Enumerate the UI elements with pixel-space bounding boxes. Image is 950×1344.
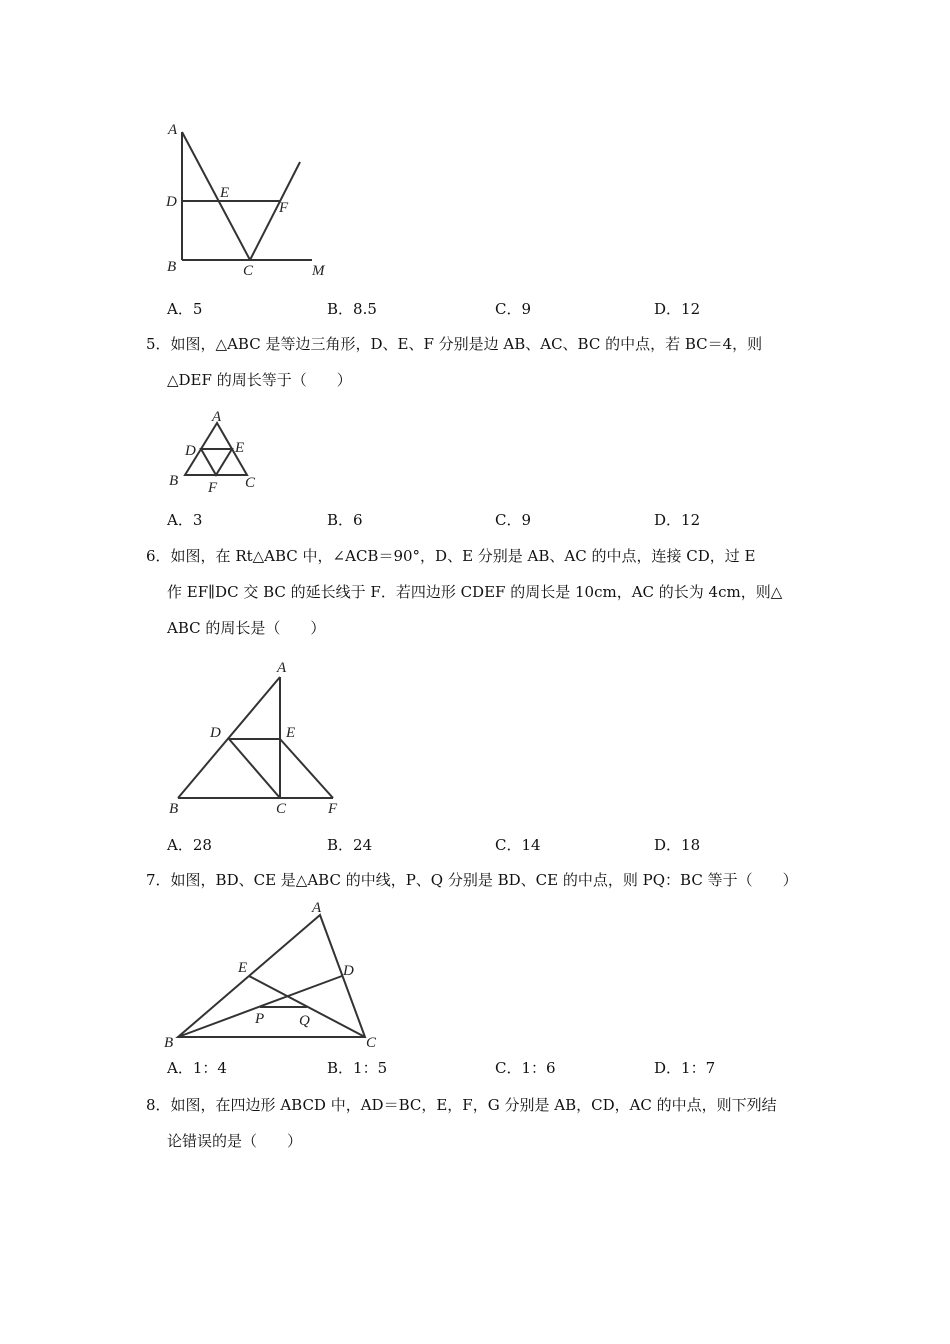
q4-choice-d: D．12: [654, 300, 701, 318]
q4-choice-c: C．9: [495, 300, 532, 318]
label-a: A: [312, 900, 322, 916]
q4-choice-a: A．5: [167, 300, 203, 318]
label-c: C: [276, 801, 287, 817]
label-e: E: [286, 725, 296, 741]
label-f: F: [328, 801, 338, 817]
label-d: D: [343, 963, 354, 979]
q7-text-line1: 如图，BD、CE 是△ABC 的中线，P、Q 分别是 BD、CE 的中点，则 PQ：BC 等于（ ）: [170, 871, 798, 889]
label-f: F: [279, 200, 289, 216]
triangle-def: [201, 449, 232, 475]
label-m: M: [312, 263, 325, 279]
q5-text-line2: △DEF 的周长等于（ ）: [167, 371, 352, 389]
label-c: C: [366, 1035, 377, 1051]
label-d: D: [210, 725, 221, 741]
q5-choice-d: D．12: [654, 511, 701, 529]
question-5: [146, 326, 814, 398]
q8-text-line2: 论错误的是（ ）: [167, 1132, 303, 1150]
label-p: P: [255, 1011, 265, 1027]
label-b: B: [169, 473, 179, 489]
question-6: [146, 538, 814, 646]
label-a: A: [212, 409, 222, 425]
segment-ac: [182, 132, 250, 260]
label-a: A: [168, 122, 178, 138]
q6-choice-c: C．14: [495, 836, 541, 854]
q8-text-line1: 如图，在四边形 ABCD 中，AD＝BC，E，F，G 分别是 AB，CD，AC 的中点，则下列结: [170, 1096, 777, 1114]
q6-number: 6．: [146, 547, 171, 565]
q7-choices: [167, 1057, 807, 1079]
q5-text-line1: 如图，△ABC 是等边三角形，D、E、F 分别是边 AB、AC、BC 的中点，若 BC＝4，则: [170, 335, 763, 353]
label-a: A: [277, 660, 287, 676]
q6-choice-b: B．24: [327, 836, 373, 854]
q7-choice-c: C．1：6: [495, 1059, 556, 1077]
question-7: [146, 862, 814, 898]
label-e: E: [238, 960, 248, 976]
segment-ef: [280, 739, 333, 798]
label-d: D: [166, 194, 177, 210]
q4-choices: [167, 298, 807, 320]
label-c: C: [245, 475, 256, 491]
segment-cf-ray: [250, 162, 300, 260]
label-f: F: [208, 480, 218, 496]
q6-choice-d: D．18: [654, 836, 701, 854]
q7-number: 7．: [146, 871, 171, 889]
q8-number: 8．: [146, 1096, 171, 1114]
figure-q6: [165, 655, 355, 820]
q6-text-line1: 如图，在 Rt△ABC 中，∠ACB＝90°，D、E 分别是 AB、AC 的中点，连接 CD，过 E: [170, 547, 756, 565]
label-b: B: [169, 801, 179, 817]
q4-choice-b: B．8.5: [327, 300, 377, 318]
q6-text-line2: 作 EF∥DC 交 BC 的延长线于 F．若四边形 CDEF 的周长是 10cm，AC 的长为 4cm，则△: [167, 583, 783, 601]
label-c: C: [243, 263, 254, 279]
figure-q7: [160, 895, 390, 1055]
q5-choices: [167, 509, 807, 531]
q6-text-line3: ABC 的周长是（ ）: [167, 619, 326, 637]
figure-q4: [160, 118, 340, 283]
label-q: Q: [299, 1013, 310, 1029]
q5-choice-b: B．6: [327, 511, 363, 529]
q5-choice-a: A．3: [167, 511, 203, 529]
q7-choice-d: D．1：7: [654, 1059, 716, 1077]
question-8: [146, 1087, 814, 1159]
triangle-abc: [178, 915, 365, 1037]
q5-choice-c: C．9: [495, 511, 532, 529]
label-d: D: [185, 443, 196, 459]
q7-choice-b: B．1：5: [327, 1059, 388, 1077]
label-e: E: [235, 440, 245, 456]
label-b: B: [164, 1035, 174, 1051]
figure-q5: [165, 405, 265, 495]
label-e: E: [220, 185, 230, 201]
q5-number: 5．: [146, 335, 171, 353]
label-b: B: [167, 259, 177, 275]
q6-choices: [167, 834, 807, 856]
q7-choice-a: A．1：4: [167, 1059, 227, 1077]
q6-choice-a: A．28: [167, 836, 212, 854]
segment-dc: [229, 739, 280, 798]
